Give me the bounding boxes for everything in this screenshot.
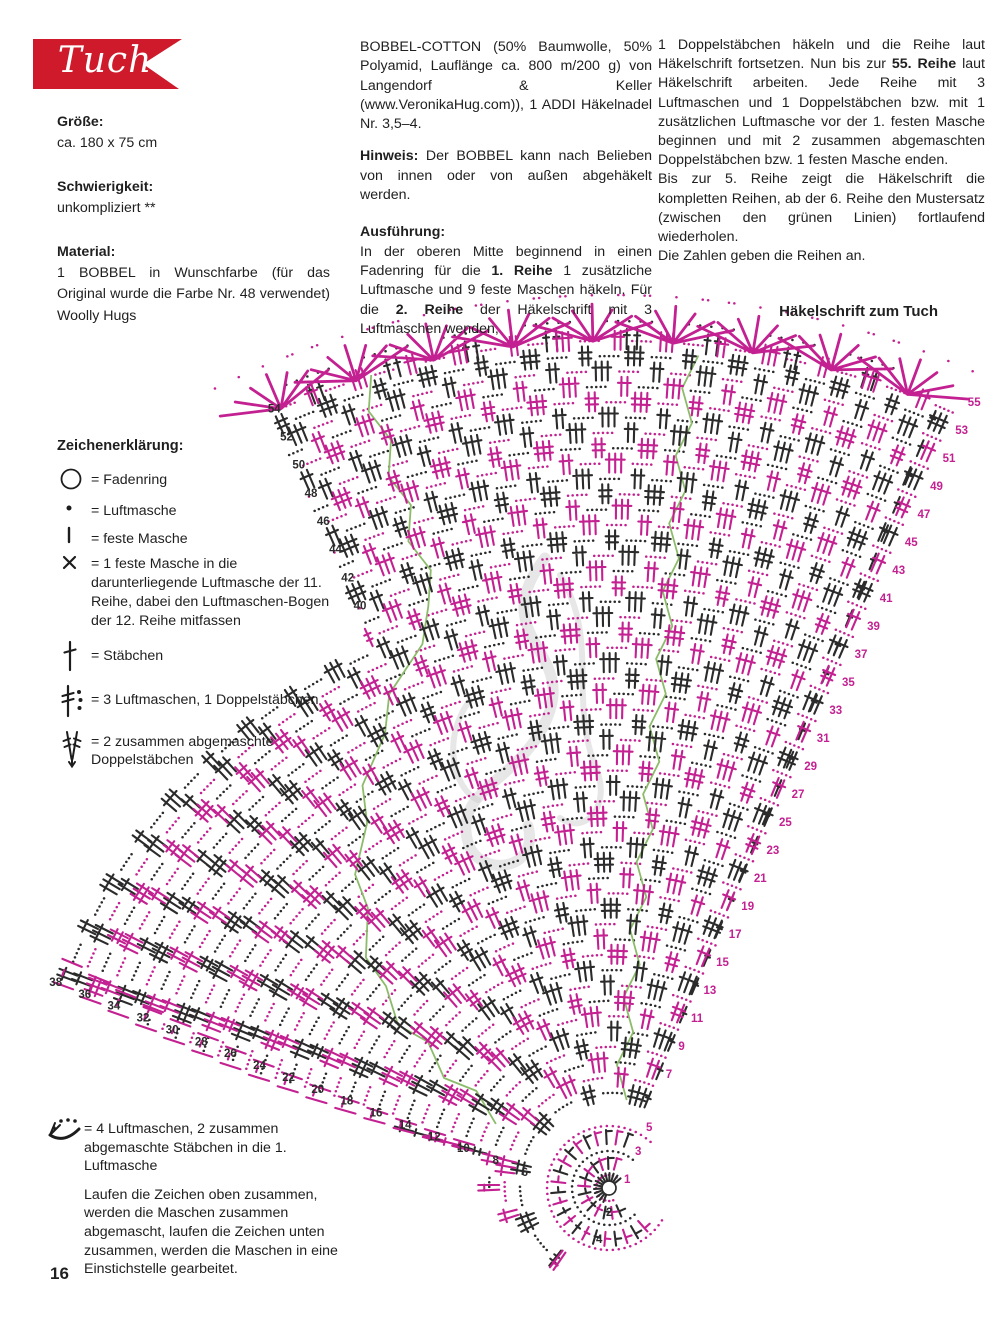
row-number: 34 <box>107 1000 121 1013</box>
row-number: 7 <box>665 1069 673 1082</box>
row-number: 15 <box>716 957 729 970</box>
row-number: 32 <box>136 1012 150 1025</box>
instructions-paragraph-3: Die Zahlen geben die Reihen an. <box>658 248 866 265</box>
watermark-flourish <box>453 558 601 865</box>
row-number: 5 <box>646 1122 653 1134</box>
row-number: 26 <box>224 1048 237 1061</box>
legend-item-label: = feste Masche <box>91 530 188 547</box>
row-number: 33 <box>829 705 843 718</box>
row-number: 36 <box>78 988 92 1001</box>
row-number: 10 <box>457 1143 470 1156</box>
row-number: 29 <box>804 761 817 774</box>
staebchen-icon <box>57 639 91 673</box>
luftmasche-icon <box>57 496 91 518</box>
size-label: Größe: <box>57 114 104 130</box>
row-number: 47 <box>917 509 931 522</box>
row-number: 24 <box>253 1060 266 1073</box>
size-value: ca. 180 x 75 cm <box>57 135 158 152</box>
row-number: 50 <box>292 459 306 472</box>
feste-masche-icon <box>57 524 91 546</box>
difficulty-block <box>57 177 330 220</box>
size-block <box>57 112 330 155</box>
legend-item <box>46 1116 346 1176</box>
material-label: Material: <box>57 243 116 260</box>
row-number: 52 <box>280 431 293 444</box>
row-number: 19 <box>741 901 755 914</box>
row-number: 30 <box>165 1024 179 1037</box>
row-number: 49 <box>930 481 943 494</box>
row-number: 55 <box>967 397 981 410</box>
row-number: 12 <box>427 1131 441 1144</box>
feste-masche-in-luftmasche-icon <box>57 551 91 573</box>
material-block <box>57 242 330 328</box>
row-number: 17 <box>728 929 742 942</box>
row-number: 16 <box>369 1107 383 1120</box>
row-number: 39 <box>867 621 880 634</box>
legend-title: Zeichenerklärung: <box>57 438 184 454</box>
legend-item-label: = Stäbchen <box>91 647 164 664</box>
row-number: 48 <box>304 487 318 500</box>
material-text: 1 BOBBEL in Wunschfarbe (für das Original wurde die Farbe Nr. 48 verwendet) Woolly Hugs <box>57 265 330 324</box>
luftmaschen-doppelstaebchen-icon <box>57 683 91 719</box>
legend-item-label: = Fadenring <box>91 471 168 488</box>
row-number: 44 <box>329 544 342 557</box>
row-number: 23 <box>766 845 780 858</box>
row-number: 42 <box>341 572 355 585</box>
instructions-paragraph-2: Bis zur 5. Reihe zeigt die Häkelschrift die kompletten Reihen, ab der 6. Reihe den Mustersatz (zwischen den grünen Linien) fortlaufend wiederholen. <box>658 171 985 246</box>
hinweis-paragraph: Hinweis: Der BOBBEL kann nach Belieben von innen oder von außen abgehäkelt werden. <box>360 148 652 204</box>
row-number: 51 <box>942 453 956 466</box>
row-number: 27 <box>791 789 805 802</box>
fadenring-icon <box>57 465 91 493</box>
row-number: 1 <box>624 1174 631 1186</box>
row-number: 35 <box>842 677 855 690</box>
row-number: 22 <box>282 1072 295 1084</box>
row-number: 14 <box>398 1119 412 1132</box>
row-number: 31 <box>816 733 830 746</box>
row-number: 4 <box>596 1234 603 1246</box>
row-number: 9 <box>678 1041 685 1054</box>
legend-bottom <box>46 1116 346 1279</box>
page-title: Tuch <box>57 40 153 81</box>
right-column <box>658 36 985 266</box>
page-number: 16 <box>50 1264 69 1283</box>
legend-item <box>57 639 345 673</box>
row-number: 8 <box>492 1155 499 1168</box>
instructions-paragraph-1: 1 Doppelstäbchen häkeln und die Reihe laut Häkelschrift fortsetzen. Nun bis zur 55. Reihe laut Häkelschrift arbeiten. Jede Reihe mit 3 Luftmaschen und 1 Doppelstäbchen bzw. mit 1 zusätzlichen Luftmasche vor der 1. festen Masche beginnen und mit 2 zusammen abgemaschten Doppelstäbchen bzw. 1 festen Masche enden. <box>658 37 985 169</box>
legend-item <box>57 551 345 630</box>
symbol-legend <box>57 437 345 773</box>
legend-item <box>57 524 345 549</box>
row-number: 45 <box>904 537 918 550</box>
row-number: 53 <box>955 425 968 438</box>
row-number: 3 <box>635 1146 642 1158</box>
material-paragraph: BOBBEL-COTTON (50% Baumwolle, 50% Polyamid, Lauflänge ca. 800 m/200 g) von Langendorf & Keller (www.VeronikaHug.com)), 1 ADDI Häkelnadel Nr. 3,5–4. <box>360 39 652 133</box>
repeat-line-left <box>355 375 496 1124</box>
row-number: 2 <box>606 1207 613 1219</box>
info-column <box>57 112 330 349</box>
row-number: 28 <box>194 1036 208 1049</box>
legend-item-label: = 4 Luftmaschen, 2 zusammen abgemaschte Stäbchen in die 1. Luftmasche <box>84 1121 287 1175</box>
row-number: 13 <box>703 985 717 998</box>
row-number: 38 <box>49 976 63 989</box>
title-banner <box>33 39 183 91</box>
ausfuehrung-paragraph: In der oberen Mitte beginnend in einen Fadenring für die 1. Reihe 1 zusätzliche Luftmasche und 9 feste Maschen häkeln. Für die 2. Reihe der Häkelschrift mit 3 Luftmaschen wenden, <box>360 243 652 337</box>
row-number: 11 <box>691 1013 704 1026</box>
row-number: 54 <box>267 403 281 416</box>
legend-item <box>57 465 345 493</box>
difficulty-value: unkompliziert ** <box>57 200 156 217</box>
row-number: 20 <box>311 1083 325 1096</box>
row-number: 25 <box>779 817 792 830</box>
chart-heading: Häkelschrift zum Tuch <box>779 303 938 320</box>
legend-item <box>57 729 345 771</box>
row-number: 46 <box>316 516 330 528</box>
row-number: 18 <box>340 1095 354 1108</box>
row-number: 6 <box>521 1167 528 1179</box>
middle-column <box>360 38 652 339</box>
fadenring-symbol <box>602 1181 616 1195</box>
repeat-line-right <box>617 356 698 1101</box>
row-number: 37 <box>854 649 868 662</box>
ausfuehrung-heading: Ausführung: <box>360 224 446 241</box>
legend-note: Laufen die Zeichen oben zusammen, werden die Maschen zusammen abgemascht, laufen die Zeichen unten zusammen, werden die Maschen in eine Einstichstelle gearbeitet. <box>84 1186 338 1278</box>
legend-item <box>57 496 345 521</box>
legend-item-label: = 3 Luftmaschen, 1 Doppelstäbchen <box>91 691 319 708</box>
legend-item <box>57 683 345 719</box>
row-number: 21 <box>753 873 767 886</box>
row-number: 40 <box>353 600 367 613</box>
legend-item-label: = 2 zusammen abgemaschte Doppelstäbchen <box>91 733 274 769</box>
doppelstaebchen-zusammen-icon <box>57 729 91 769</box>
difficulty-label: Schwierigkeit: <box>57 178 154 195</box>
row-number: 41 <box>879 593 893 606</box>
row-number: 43 <box>892 565 906 578</box>
luftmaschen-bogen-icon <box>46 1116 84 1146</box>
legend-item-label: = 1 feste Masche in die darunterliegende Luftmasche der 11. Reihe, dabei den Luftmaschen-Bogen der 12. Reihe mitfassen <box>91 556 330 629</box>
legend-item-label: = Luftmasche <box>91 502 177 519</box>
